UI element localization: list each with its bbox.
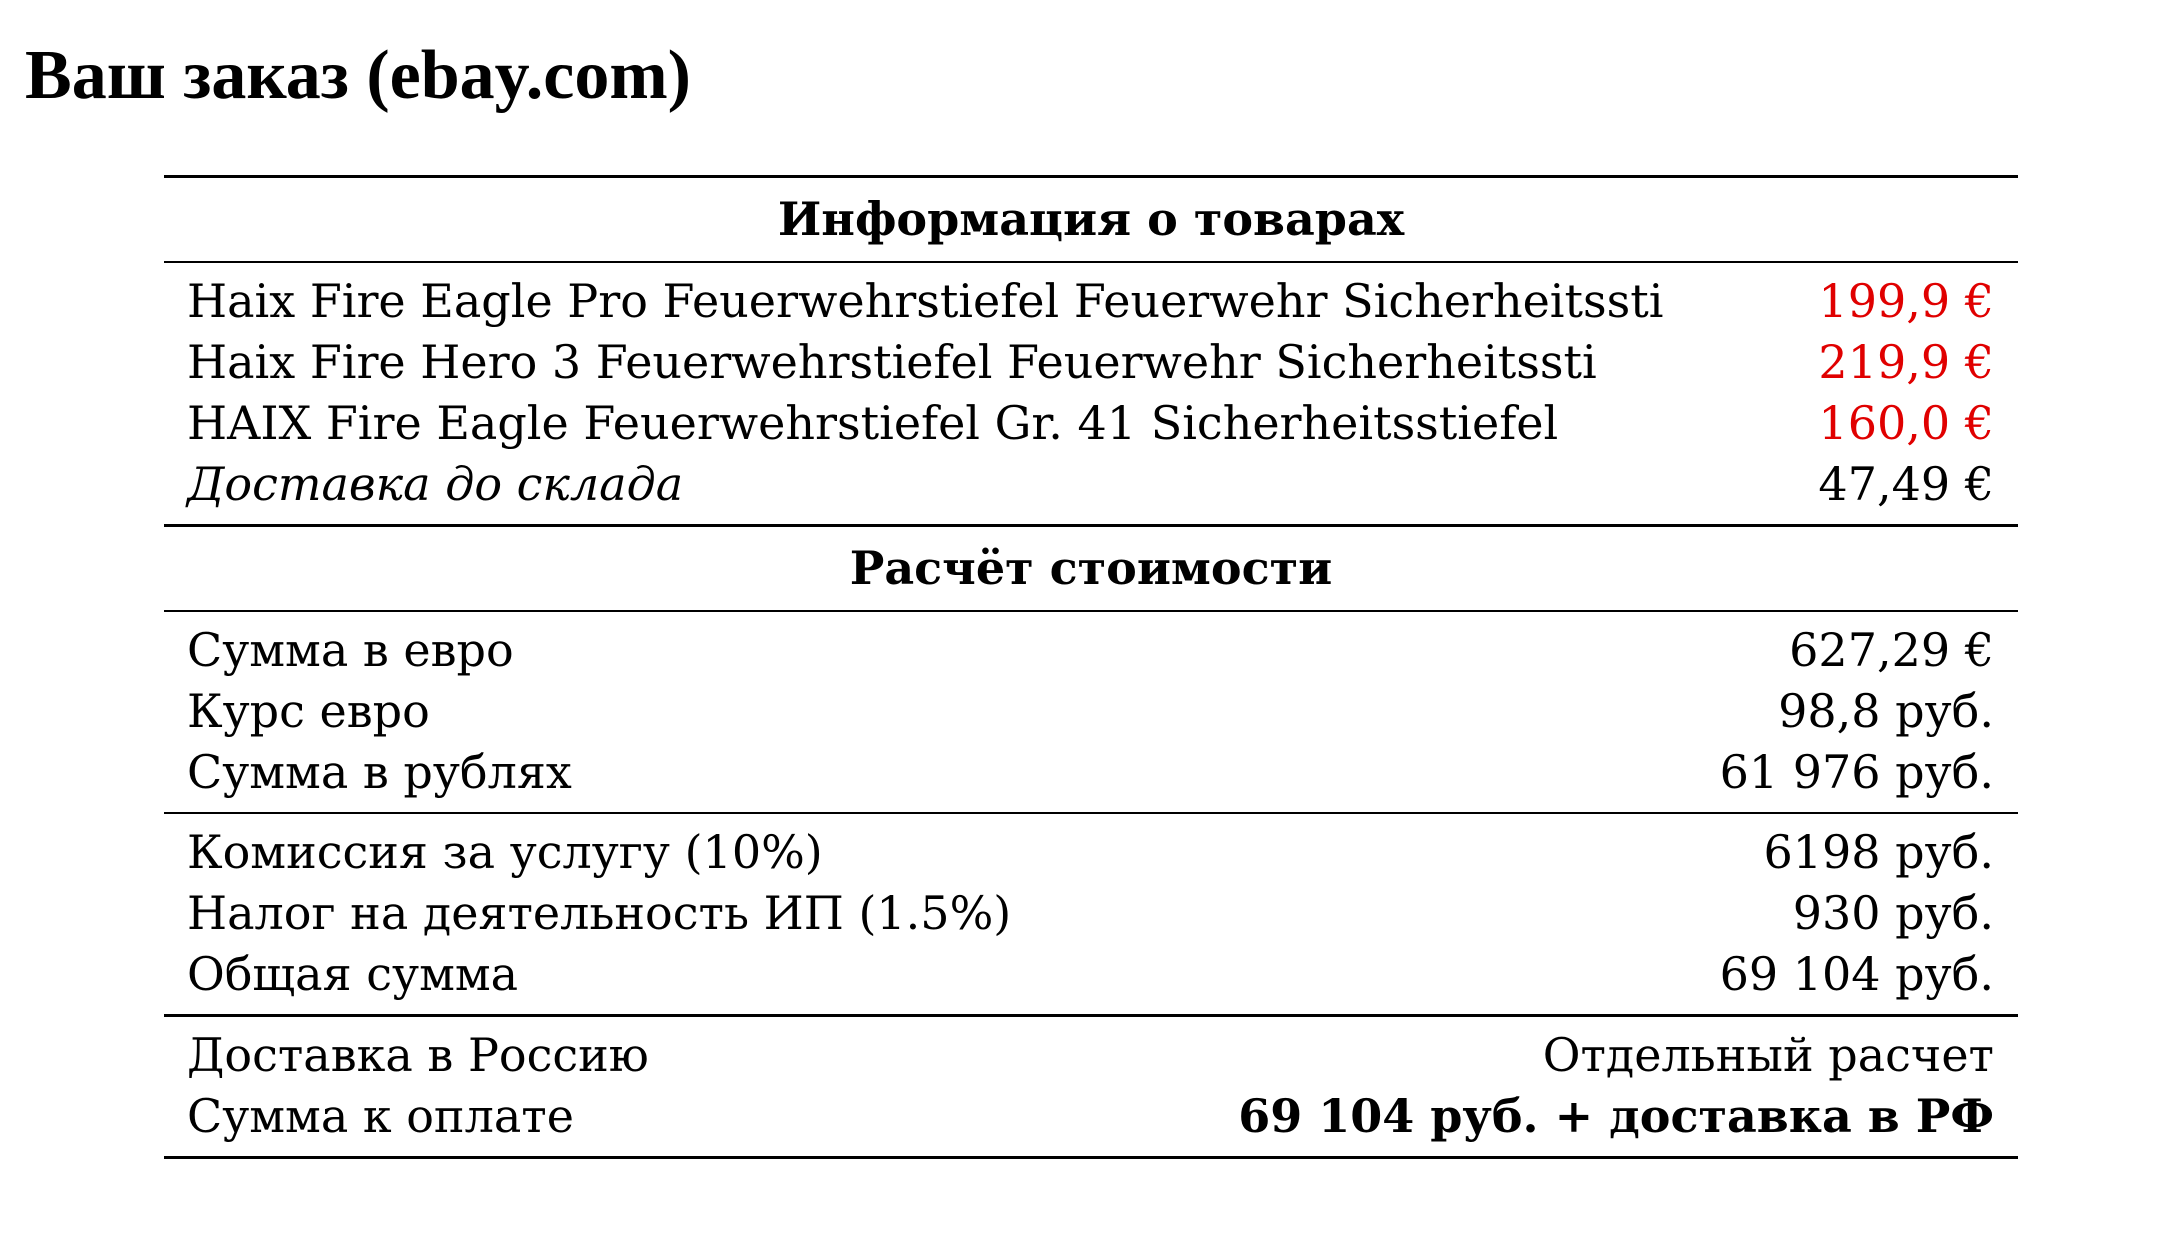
row-value: 6198 руб. [1763, 825, 1994, 879]
row-value: 98,8 руб. [1778, 684, 1994, 738]
row-value: 930 руб. [1792, 886, 1994, 940]
warehouse-delivery-value: 47,49 € [1818, 457, 1994, 511]
russia-delivery-value: Отдельный расчет [1542, 1028, 1994, 1082]
table-row [164, 1086, 2018, 1147]
table-row [164, 883, 2018, 944]
row-label: Сумма в рублях [187, 745, 572, 799]
amount-due-label: Сумма к оплате [187, 1089, 574, 1143]
conversion-group [164, 612, 2018, 812]
row-label: Курс евро [187, 684, 430, 738]
items-list [164, 263, 2018, 524]
row-value: 69 104 руб. [1719, 947, 1994, 1001]
list-item [164, 393, 2018, 454]
row-value: 61 976 руб. [1719, 745, 1994, 799]
list-item [164, 332, 2018, 393]
cost-section-heading: Расчёт стоимости [849, 541, 1333, 595]
row-label: Комиссия за услугу (10%) [187, 825, 823, 879]
row-label: Общая сумма [187, 947, 519, 1001]
table-row [164, 944, 2018, 1005]
warehouse-delivery-label: Доставка до склада [187, 457, 684, 511]
item-price: 219,9 € [1818, 335, 1994, 389]
fees-group [164, 814, 2018, 1014]
list-item [164, 271, 2018, 332]
table-bottom-rule [164, 1156, 2018, 1159]
table-row [164, 1025, 2018, 1086]
item-name: HAIX Fire Eagle Feuerwehrstiefel Gr. 41 Sicherheitsstiefel [187, 396, 1559, 450]
table-row [164, 822, 2018, 883]
item-price: 199,9 € [1818, 274, 1994, 328]
russia-delivery-label: Доставка в Россию [187, 1028, 649, 1082]
item-price: 160,0 € [1818, 396, 1994, 450]
row-label: Налог на деятельность ИП (1.5%) [187, 886, 1012, 940]
row-value: 627,29 € [1789, 623, 1994, 677]
items-section-heading: Информация о товарах [777, 192, 1405, 246]
page-title: Ваш заказ (ebay.com) [25, 37, 691, 114]
table-row [164, 742, 2018, 803]
table-row [164, 620, 2018, 681]
warehouse-delivery-row [164, 454, 2018, 515]
item-name: Haix Fire Eagle Pro Feuerwehrstiefel Feuerwehr Sicherheitssti [187, 274, 1664, 328]
table-row [164, 681, 2018, 742]
amount-due-value: 69 104 руб. + доставка в РФ [1238, 1089, 1994, 1143]
row-label: Сумма в евро [187, 623, 514, 677]
item-name: Haix Fire Hero 3 Feuerwehrstiefel Feuerwehr Sicherheitssti [187, 335, 1597, 389]
final-group [164, 1017, 2018, 1156]
order-summary-table [164, 175, 2018, 1159]
